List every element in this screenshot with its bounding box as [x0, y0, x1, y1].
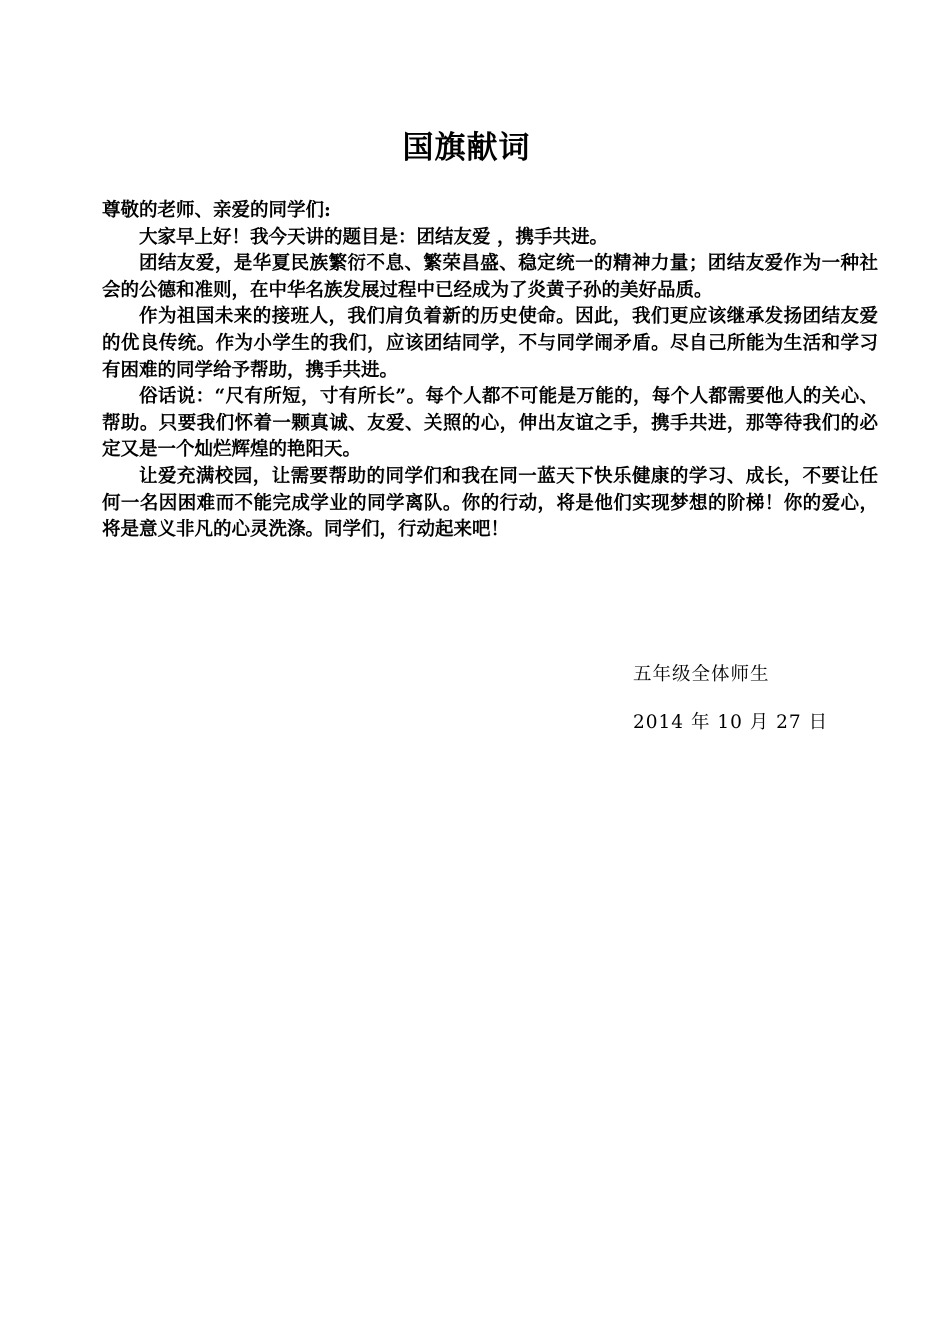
document-title: 国旗献词: [402, 130, 531, 166]
signature-block: [633, 662, 913, 736]
paragraph-call-to-action: 让爱充满校园，让需要帮助的同学们和我在同一蓝天下快乐健康的学习、成长，不要让任何一名因困难而不能完成学业的同学离队。你的行动，将是他们实现梦想的阶梯！你的爱心，将是意义非凡的心灵洗涤。同学们，行动起来吧！: [102, 465, 878, 541]
paragraph-proverb: 俗话说：“尺有所短，寸有所长”。每个人都不可能是万能的，每个人都需要他人的关心、帮助。只要我们怀着一颗真诚、友爱、关照的心，伸出友谊之手，携手共进，那等待我们的必定又是一个灿烂辉煌的艳阳天。: [102, 386, 878, 461]
speech-body: [102, 198, 878, 544]
paragraph-mission: 作为祖国未来的接班人，我们肩负着新的历史使命。因此，我们更应该继承发扬团结友爱的优良传统。作为小学生的我们，应该团结同学，不与同学闹矛盾。尽自己所能为生活和学习有困难的同学给予帮助，携手共进。: [102, 306, 878, 381]
salutation: 尊敬的老师、亲爱的同学们:: [102, 200, 331, 221]
signature-author: 五年级全体师生: [633, 664, 770, 685]
paragraph-unity: 团结友爱，是华夏民族繁衍不息、繁荣昌盛、稳定统一的精神力量；团结友爱作为一种社会的公德和准则，在中华名族发展过程中已经成为了炎黄子孙的美好品质。: [102, 253, 878, 301]
signature-date: 2014 年 10 月 27 日: [633, 712, 829, 733]
paragraph-greeting: 大家早上好！我今天讲的题目是：团结友爱 ，携手共进。: [139, 226, 608, 248]
